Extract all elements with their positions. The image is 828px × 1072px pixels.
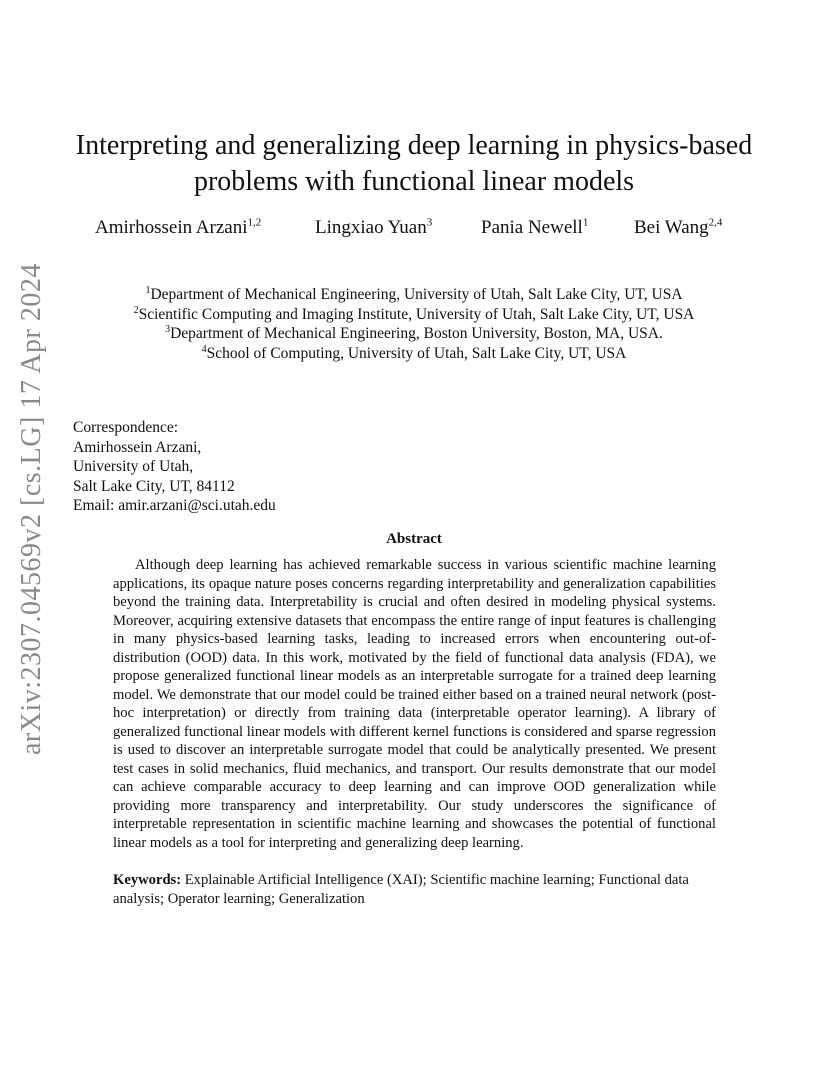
author (315, 217, 432, 239)
author-affiliation-mark: 1 (582, 216, 589, 229)
paper-title (60, 128, 768, 200)
author (95, 217, 261, 239)
author-name: Amirhossein Arzani (95, 217, 248, 238)
affiliation-text: Scientific Computing and Imaging Institute, University of Utah, Salt Lake City, UT, USA (138, 305, 695, 323)
abstract-heading: Abstract (386, 531, 442, 547)
abstract-text: Although deep learning has achieved remarkable success in various scientific machine learning applications, its opaque nature poses concerns regarding interpretability and generalization capabilities beyond the training data. Interpretability is crucial and often desired in modeling physical systems. Moreover, acquiring extensive datasets that encompass the entire range of input features is challenging in many physics-based learning tasks, leading to increased errors when encountering out-of-distribution (OOD) data. In this work, motivated by the field of functional data analysis (FDA), we propose generalized functional linear models as an interpretable surrogate for a trained deep learning model. We demonstrate that our model could be trained either based on a trained neural network (post-hoc interpretation) or directly from training data (interpretable operator learning). A library of generalized functional linear models with different kernel functions is considered and sparse regression is used to discover an interpretable surrogate model that could be analytically presented. We present test cases in solid mechanics, fluid mechanics, and transport. Our results demonstrate that our model can achieve comparable accuracy to deep learning and can improve OOD generalization while providing more transparency and interpretability. Our study underscores the significance of interpretable representation in scientific machine learning and showcases the potential of functional linear models as a tool for interpreting and generalizing deep learning. (113, 557, 716, 851)
affiliation-mark: 4 (201, 343, 207, 355)
affiliation-text: Department of Mechanical Engineering, Boston University, Boston, MA, USA. (170, 325, 663, 342)
author-name: Pania Newell (481, 217, 583, 238)
author-list (95, 217, 755, 243)
author-name: Lingxiao Yuan (315, 217, 427, 238)
affiliation-mark: 1 (145, 284, 151, 296)
author (481, 217, 588, 239)
author-affiliation-mark: 2,4 (708, 216, 723, 229)
keywords (113, 871, 716, 908)
correspondence-institution: University of Utah, (73, 458, 194, 475)
affiliation (60, 285, 768, 305)
affiliation-mark: 2 (133, 304, 139, 316)
author-name: Bei Wang (634, 217, 709, 238)
title-line-2: problems with functional linear models (193, 166, 635, 197)
affiliation (60, 344, 768, 364)
author (634, 217, 722, 239)
title-line-1: Interpreting and generalizing deep learning in physics-based (75, 130, 753, 161)
affiliation (60, 305, 768, 325)
affiliation-list (60, 285, 768, 363)
correspondence-name: Amirhossein Arzani, (73, 438, 202, 456)
affiliation (60, 324, 768, 344)
arxiv-identifier-stamp: arXiv:2307.04569v2 [cs.LG] 17 Apr 2024 (16, 263, 47, 755)
keywords-label: Keywords: (113, 872, 182, 888)
author-affiliation-mark: 3 (426, 216, 433, 229)
affiliation-mark: 3 (165, 323, 171, 335)
author-affiliation-mark: 1,2 (247, 216, 262, 229)
affiliation-text: School of Computing, University of Utah, Salt Lake City, UT, USA (206, 344, 627, 362)
correspondence-label: Correspondence: (73, 419, 179, 436)
keywords-text: Explainable Artificial Intelligence (XAI); Scientific machine learning; Functional data analysis; Operator learning; Generalization (113, 872, 689, 907)
affiliation-text: Department of Mechanical Engineering, University of Utah, Salt Lake City, UT, USA (150, 286, 683, 303)
correspondence-block (73, 418, 276, 516)
correspondence-email: Email: amir.arzani@sci.utah.edu (73, 497, 276, 514)
correspondence-address: Salt Lake City, UT, 84112 (73, 477, 235, 495)
